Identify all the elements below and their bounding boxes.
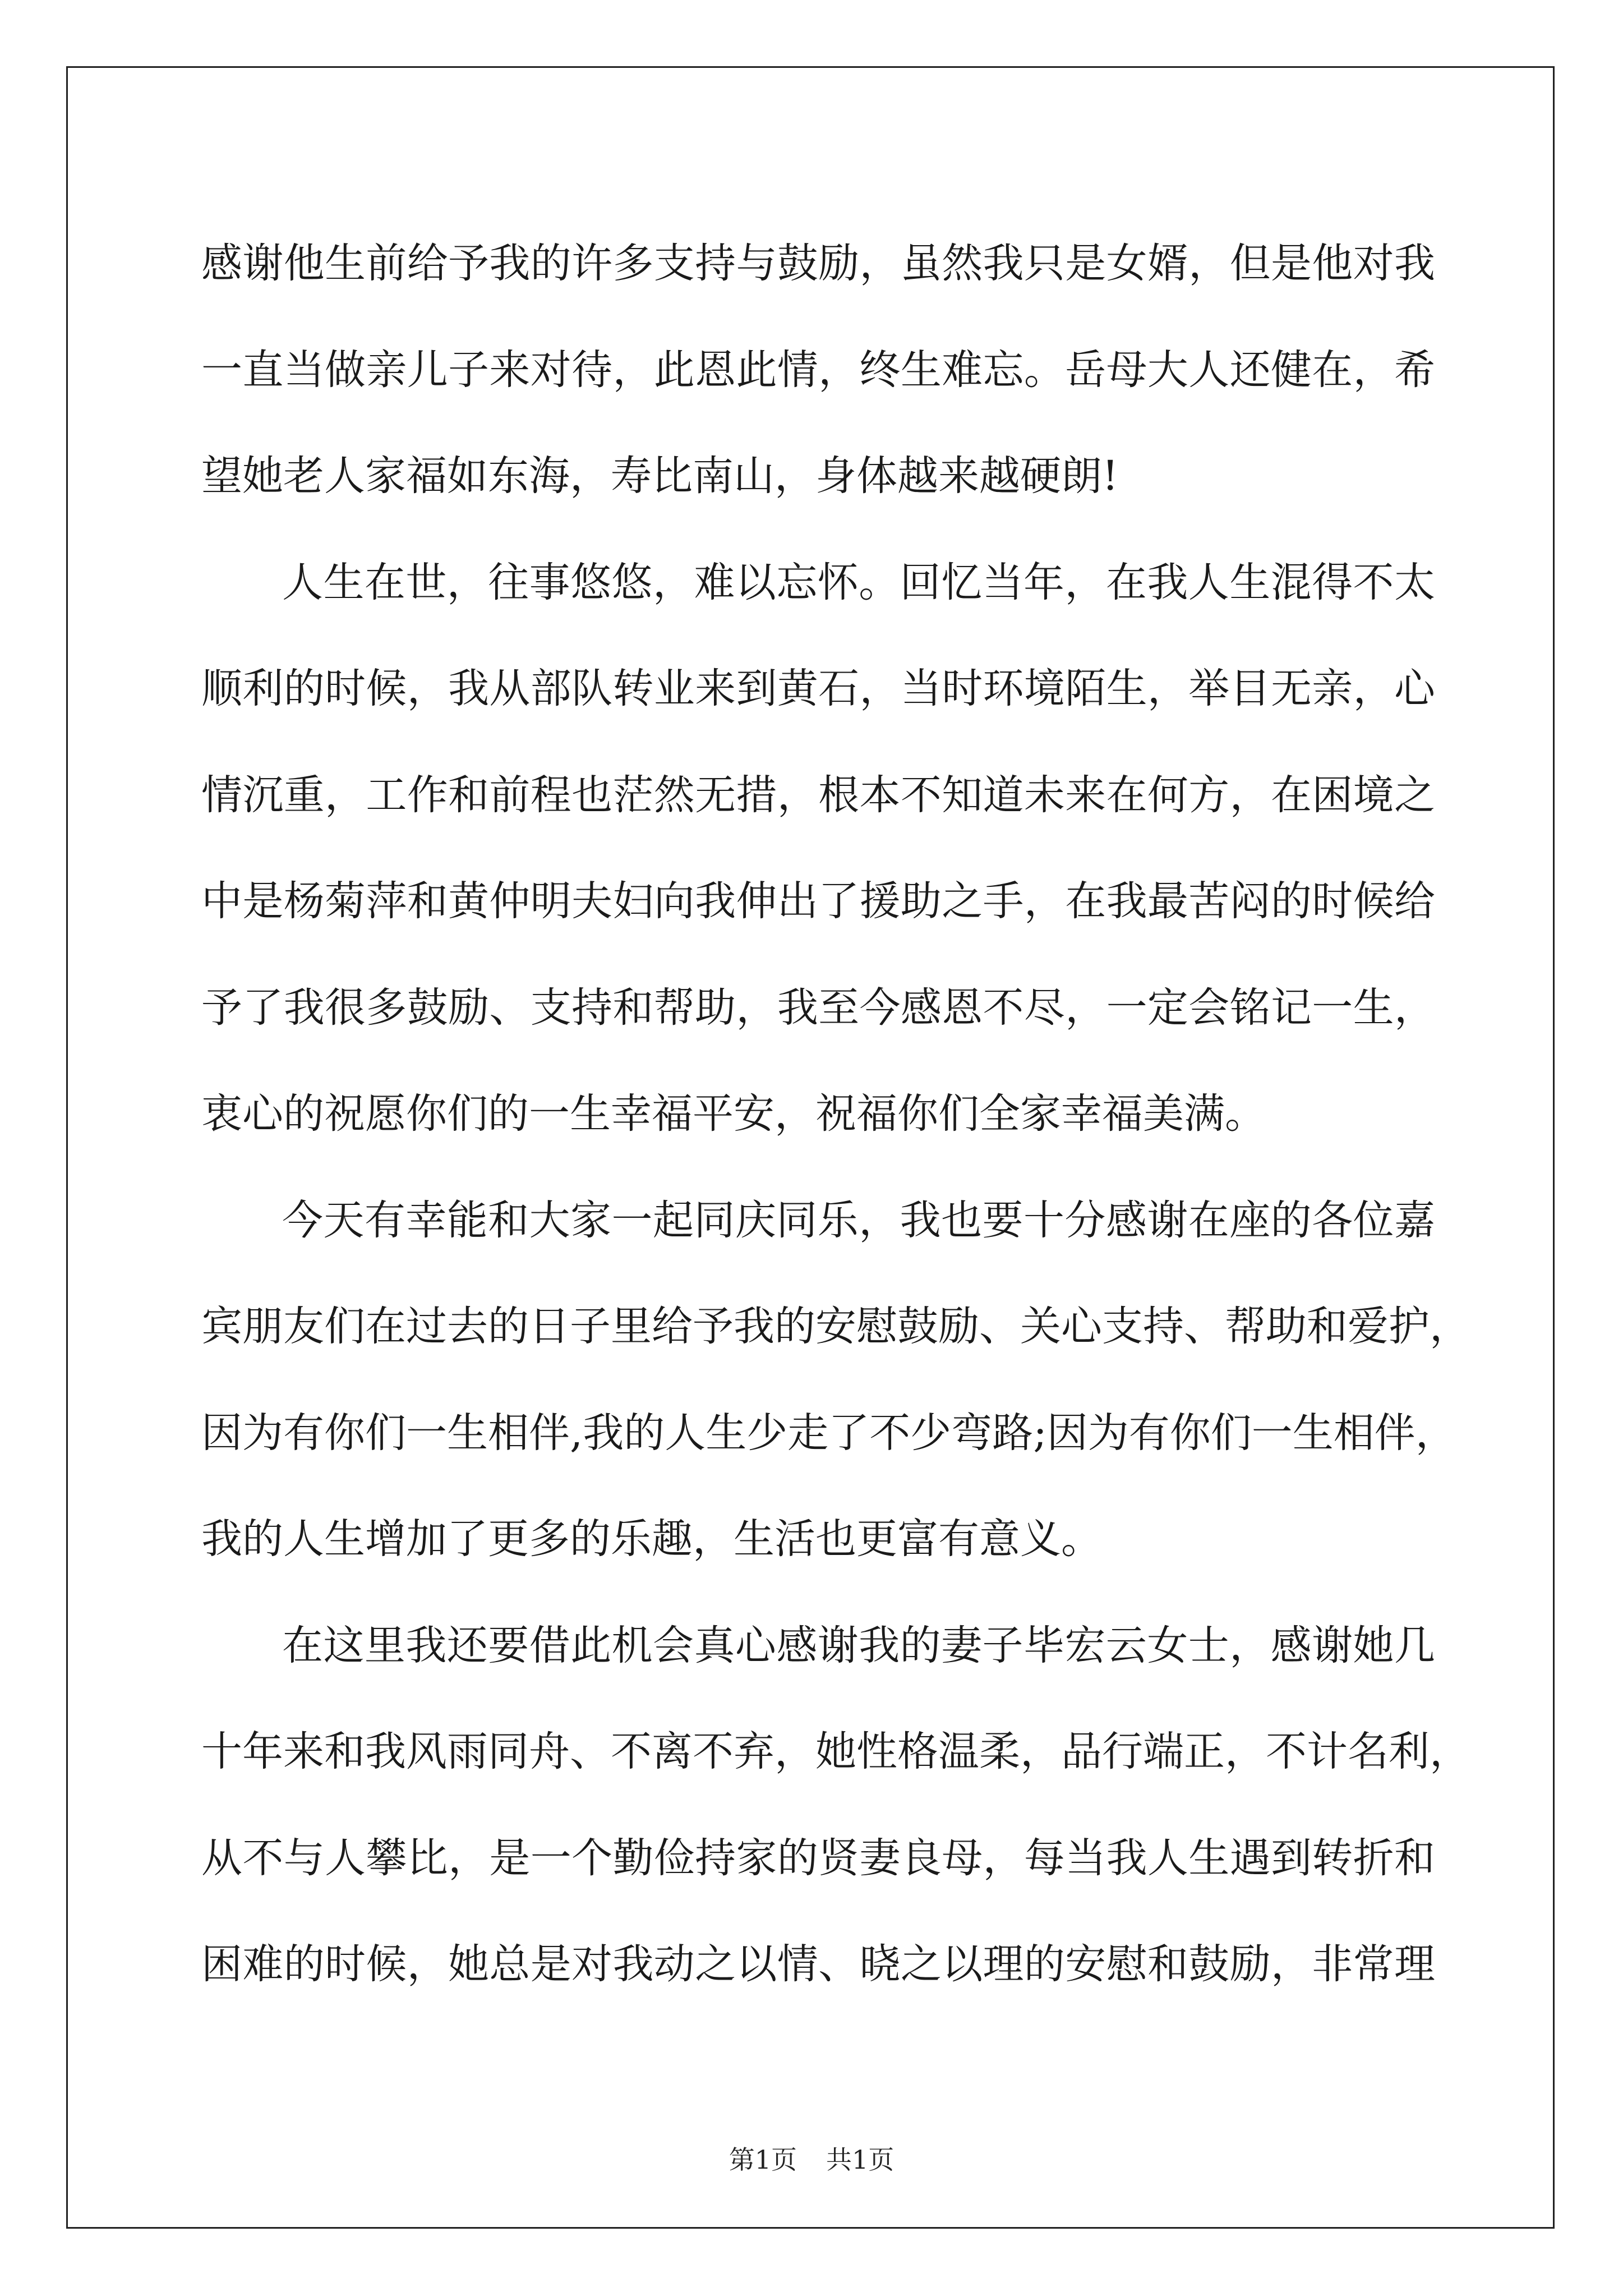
text-line: 中是杨菊萍和黄仲明夫妇向我伸出了援助之手，在我最苦闷的时候给 [201,877,1435,925]
text-line: 十年来和我风雨同舟、不离不弃，她性格温柔，品行端正，不计名利， [201,1728,1470,1775]
text-line: 人生在世，往事悠悠，难以忘怀。回忆当年，在我人生混得不太 [282,558,1435,606]
text-line: 宾朋友们在过去的日子里给予我的安慰鼓励、关心支持、帮助和爱护， [201,1303,1470,1350]
text-line: 望她老人家福如东海，寿比南山，身体越来越硬朗! [201,452,1119,500]
text-line: 情沉重，工作和前程也茫然无措，根本不知道未来在何方，在困境之 [201,771,1435,819]
text-line: 衷心的祝愿你们的一生幸福平安，祝福你们全家幸福美满。 [201,1090,1266,1138]
document-body [201,210,1470,2018]
text-line: 我的人生增加了更多的乐趣，生活也更富有意义。 [201,1515,1102,1563]
page-number: 第1页 [728,2145,797,2175]
text-line: 予了我很多鼓励、支持和帮助，我至今感恩不尽，一定会铭记一生， [201,983,1435,1032]
text-line: 今天有幸能和大家一起同庆同乐，我也要十分感谢在座的各位嘉 [282,1196,1435,1244]
page-footer [0,2143,1623,2177]
text-line: 困难的时候，她总是对我动之以情、晓之以理的安慰和鼓励，非常理 [201,1940,1435,1988]
text-line: 顺利的时候，我从部队转业来到黄石，当时环境陌生，举目无亲，心 [201,665,1435,712]
text-line: 因为有你们一生相伴,我的人生少走了不少弯路;因为有你们一生相伴， [201,1409,1456,1457]
text-line: 在这里我还要借此机会真心感谢我的妻子毕宏云女士，感谢她几 [282,1621,1435,1669]
text-line: 感谢他生前给予我的许多支持与鼓励，虽然我只是女婿，但是他对我 [201,240,1435,287]
text-line: 一直当做亲儿子来对待，此恩此情，终生难忘。岳母大人还健在，希 [201,346,1435,394]
page-total: 共1页 [826,2145,895,2175]
text-line: 从不与人攀比，是一个勤俭持家的贤妻良母，每当我人生遇到转折和 [201,1834,1435,1882]
